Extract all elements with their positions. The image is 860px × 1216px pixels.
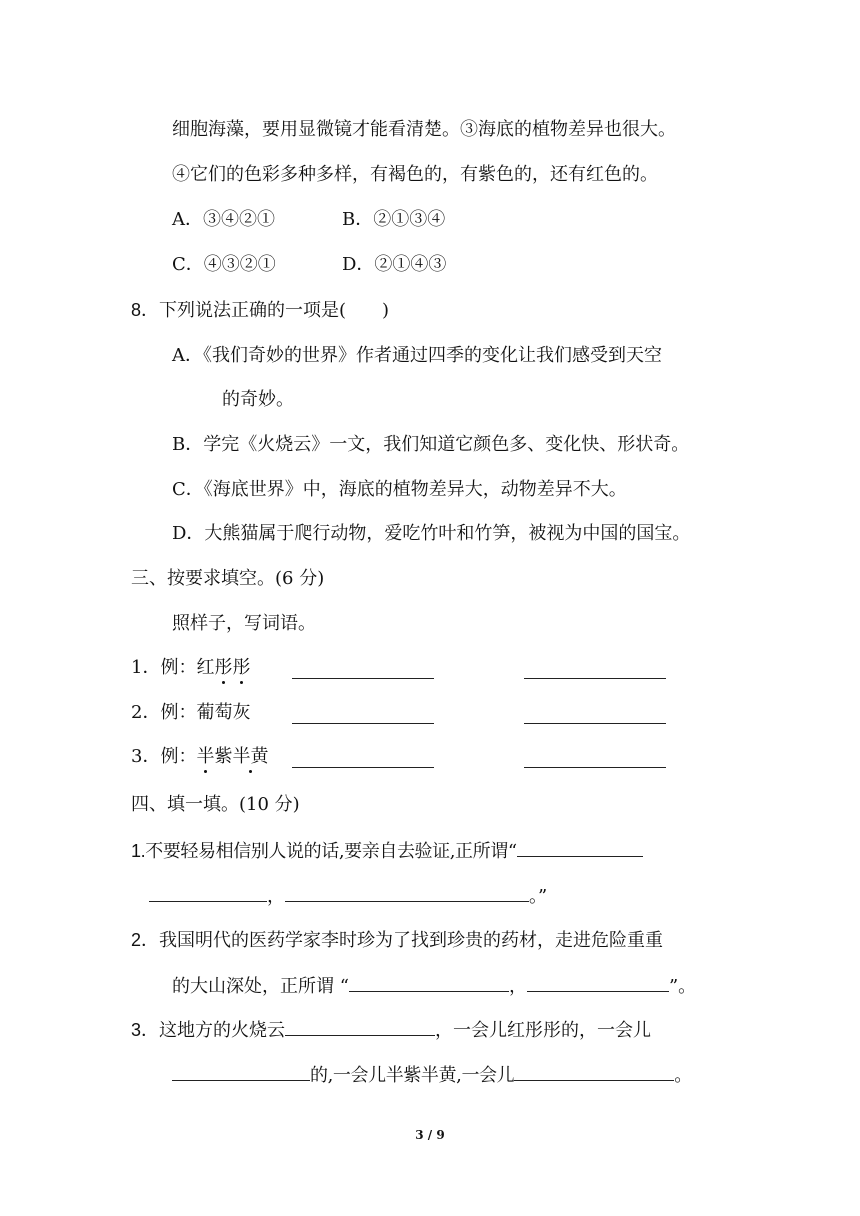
q-text: ，一会儿红彤彤的，一会儿 (435, 1020, 652, 1041)
q8-option-b: B．学完《火烧云》一文，我们知道它颜色多、变化快、形状奇。 (172, 434, 690, 455)
answer-blank-2b[interactable] (524, 705, 666, 724)
q7-option-d: D．②①④③ (342, 254, 447, 275)
example-word-part: 半黄 (232, 746, 269, 767)
answer-blank-s4-2a[interactable] (349, 973, 509, 992)
answer-blank-s4-3b[interactable] (172, 1062, 310, 1081)
q-text: 的,一会儿半紫半黄,一会儿 (310, 1065, 515, 1086)
punctuation: ， (267, 886, 285, 907)
item-prefix: 例： (160, 746, 197, 767)
q7-option-c: C．④③②① (172, 254, 276, 275)
q-text: 我国明代的医药学家李时珍为了找到珍贵的药材，走进危险重重 (159, 930, 664, 951)
punctuation: 。” (529, 886, 548, 907)
punctuation: 。 (674, 1065, 692, 1086)
section3-instruction: 照样子，写词语。 (172, 613, 316, 634)
q7-option-a: A．③④②① (172, 209, 275, 230)
q8-option-a-line2: 的奇妙。 (222, 389, 294, 410)
q8-stem (131, 298, 389, 323)
q7-option-b: B．②①③④ (342, 209, 446, 230)
q-text: 不要轻易相信别人说的话,要亲自去验证,正所谓“ (145, 841, 517, 862)
s4-q3-line1 (131, 1017, 651, 1043)
item-prefix: 例： (160, 657, 197, 678)
answer-blank-1a[interactable] (292, 660, 434, 679)
q8-option-c: C．《海底世界》中，海底的植物差异大，动物差异不大。 (172, 479, 627, 500)
q7-line-2: ④它们的色彩多种多样，有褐色的，有紫色的，还有红色的。 (172, 164, 658, 185)
q-text: 这地方的火烧云 (159, 1020, 286, 1041)
answer-blank-1b[interactable] (524, 660, 666, 679)
section3-item-3 (131, 745, 268, 769)
s4-q2-line1 (131, 928, 663, 953)
section3-item-1 (131, 656, 250, 680)
item-number: 2． (131, 702, 161, 723)
s4-q1-line1 (131, 838, 643, 864)
q8-stem-text: 下列说法正确的一项是( ) (159, 300, 390, 321)
example-word-part: 红 (196, 657, 215, 678)
item-number: 3． (131, 746, 161, 767)
q-text: 的大山深处，正所谓 “ (172, 976, 349, 997)
q-number: 2． (131, 930, 160, 950)
answer-blank-s4-3a[interactable] (285, 1017, 435, 1036)
answer-blank-s4-2b[interactable] (527, 973, 669, 992)
dotted-char: 半 (196, 746, 215, 767)
section3-item-2 (131, 701, 250, 725)
answer-blank-s4-1b[interactable] (149, 883, 267, 902)
answer-blank-s4-1a[interactable] (517, 838, 643, 857)
q-number: 3． (131, 1020, 160, 1040)
s4-q2-line2 (172, 973, 696, 999)
example-word: 葡萄灰 (196, 702, 251, 723)
example-word-part: 紫 (214, 746, 233, 767)
answer-blank-3a[interactable] (292, 749, 434, 768)
answer-blank-s4-1c[interactable] (285, 883, 529, 902)
q-number: 1. (131, 841, 146, 861)
punctuation: ， (508, 976, 527, 997)
answer-blank-s4-3c[interactable] (514, 1062, 674, 1081)
answer-blank-3b[interactable] (524, 749, 666, 768)
section4-heading: 四、填一填。(10 分) (131, 794, 300, 815)
item-prefix: 例： (160, 702, 197, 723)
s4-q3-line2 (172, 1062, 692, 1088)
item-number: 1． (131, 657, 161, 678)
page-number: 3 / 9 (415, 1128, 445, 1142)
answer-blank-2a[interactable] (292, 705, 434, 724)
section3-heading: 三、按要求填空。(6 分) (131, 568, 325, 589)
q8-number: 8． (131, 300, 160, 320)
q8-option-d: D．大熊猫属于爬行动物，爱吃竹叶和竹笋，被视为中国的国宝。 (172, 523, 691, 544)
s4-q1-line2 (149, 883, 547, 909)
q8-option-a-line1: A．《我们奇妙的世界》作者通过四季的变化让我们感受到天空 (172, 345, 662, 366)
q7-line-1: 细胞海藻，要用显微镜才能看清楚。③海底的植物差异也很大。 (172, 119, 676, 140)
dotted-char: 彤 (232, 657, 251, 678)
punctuation: ”。 (668, 976, 697, 997)
dotted-char: 彤 (214, 657, 233, 678)
